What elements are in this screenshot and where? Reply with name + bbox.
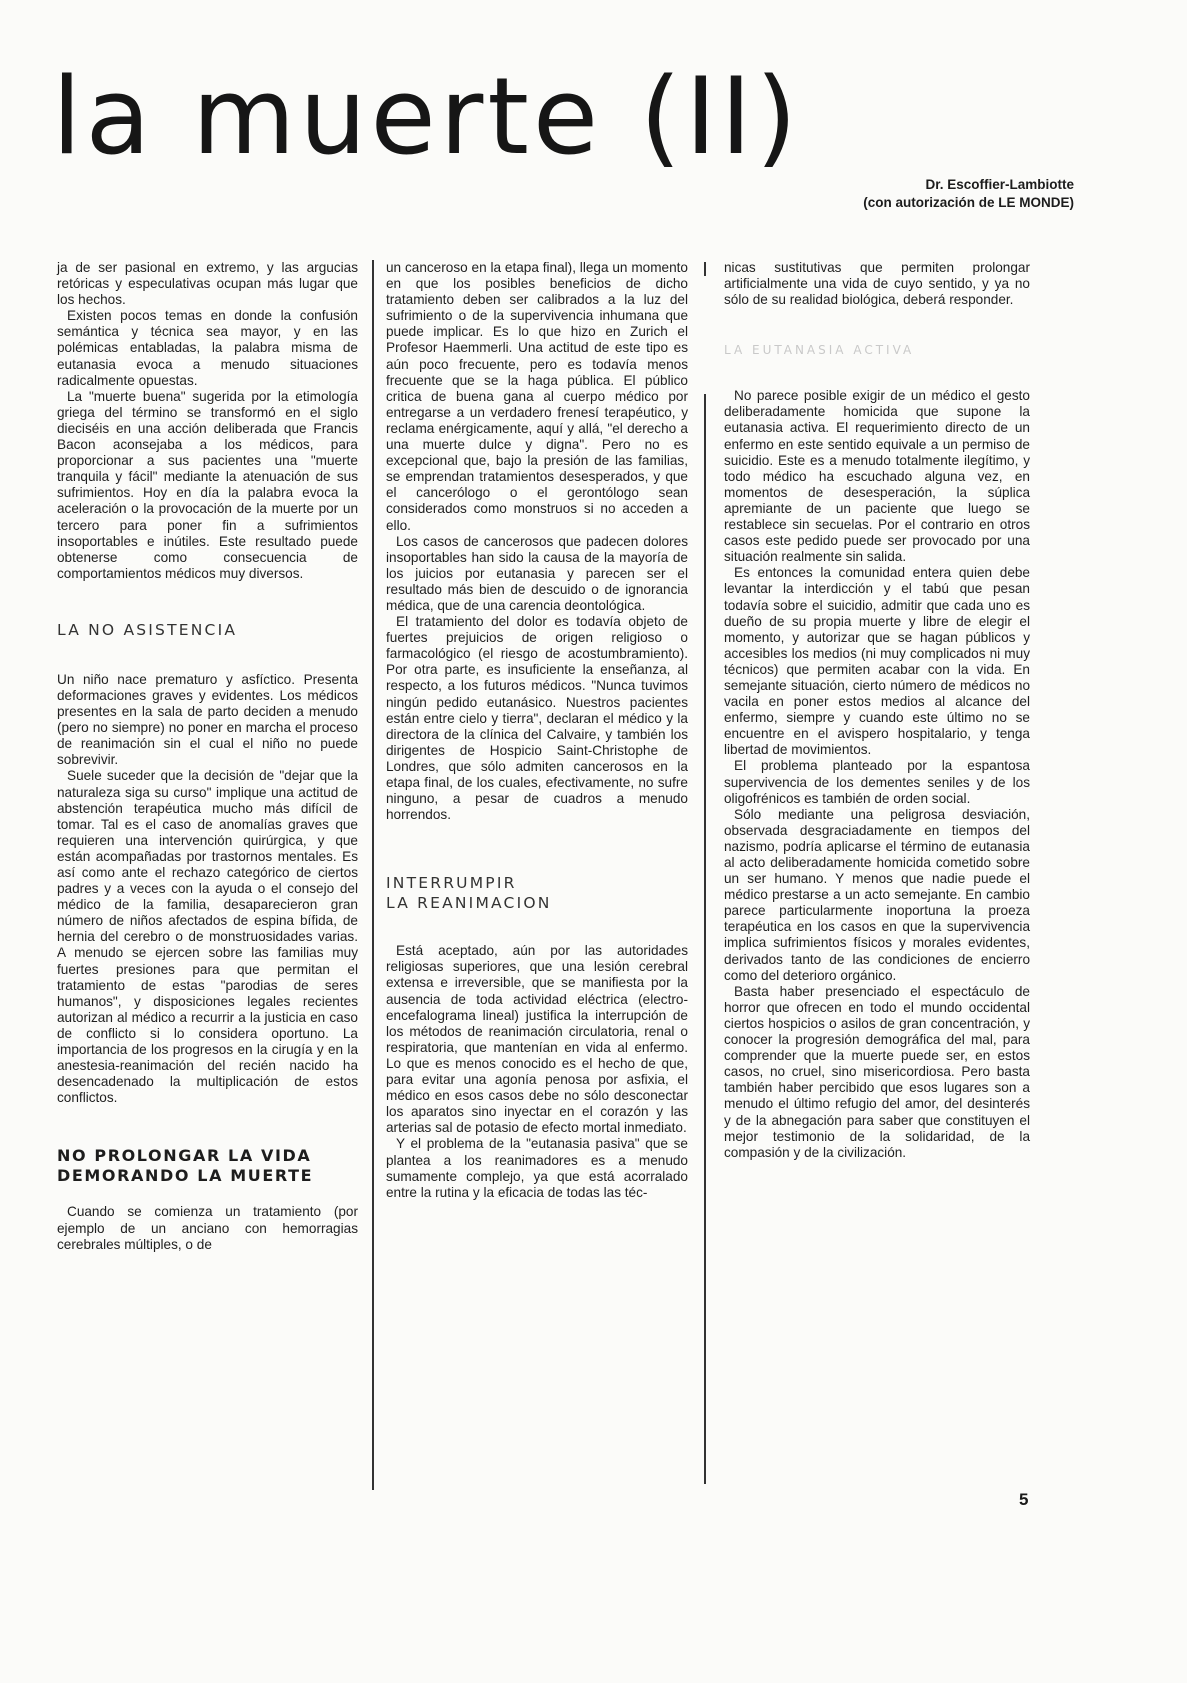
paragraph: nicas sustitutivas que permiten prolongar artificialmente una vida de cuyo sentido, y ya no sólo de su realidad biológica, deberá responder. <box>724 260 1030 308</box>
heading-line: LA REANIMACION <box>386 894 552 913</box>
section-heading: LA NO ASISTENCIA <box>57 620 238 639</box>
section-heading <box>386 873 688 913</box>
section-heading <box>57 1146 358 1186</box>
paragraph: ja de ser pasional en extremo, y las argucias retóricas y especulativas ocupan más lugar que los hechos. <box>57 260 358 308</box>
heading-line: DEMORANDO LA MUERTE <box>57 1166 314 1186</box>
heading-line: NO PROLONGAR LA VIDA <box>57 1146 312 1166</box>
column-rule <box>372 260 374 1490</box>
article-title: la muerte (II) <box>52 55 802 178</box>
paragraph: Suele suceder que la decisión de "dejar que la naturaleza siga su curso" implique una actitud de abstención terapéutica mucho más difícil de tomar. Tal es el caso de anomalías graves que requieren una intervención quirúrgica, y que están acompañadas por trastornos mentales. Es así como ante el rechazo categórico de ciertos padres y a veces con la ayuda o el consejo del médico de la familia, desaparecieron gran número de niños afectados de espina bífida, de hernia del cerebro o de monstruosidades varias. A menudo se ejercen sobre las familias muy fuertes presiones para que permitan el tratamiento de estas "parodias de seres humanos", y disposiciones legales recientes autorizan al médico a recurrir a la justicia en caso de conflicto si lo considera oportuno. La importancia de los progresos en la cirugía y en la anestesia-reanimación del recién nacido ha desencadenado la multiplicación de estos conflictos. <box>57 768 358 1106</box>
column-rule-mark <box>704 262 706 276</box>
paragraph: un canceroso en la etapa final), llega un momento en que los posibles beneficios de dicho tratamiento deben ser calibrados a la luz del sufrimiento o de la supervivencia inhumana que puede implicar. Es lo que hizo en Zurich el Profesor Haemmerli. Una actitud de este tipo es aún poco frecuente, pero es todavía menos frecuente que se la haga pública. El público critica de buena gana al cuerpo médico por entregarse a un verdadero frenesí terapéutico, y reclama enérgicamente, aquí y allá, "el derecho a una muerte dulce y digna". Pero no es excepcional que, bajo la presión de las familias, se emprendan tratamientos desesperados, y que el cancerólogo o el gerontólogo sean considerados como monstruos si no acceden a ello. <box>386 260 688 533</box>
paragraph: La "muerte buena" sugerida por la etimología griega del término se transformó en el siglo dieciséis en una acción deliberada que Francis Bacon aconsejaba a los médicos, para proporcionar a sus pacientes una "muerte tranquila y fácil" mediante la atenuación de sus sufrimientos. Hoy en día la palabra evoca la aceleración o la provocación de la muerte por un tercero para poner fin a sufrimientos insoportables e inútiles. Este resultado puede obtenerse como consecuencia de comportamientos médicos muy diversos. <box>57 388 358 581</box>
column-3 <box>724 260 1030 1161</box>
author-name: Dr. Escoffier-Lambiotte <box>925 177 1074 192</box>
page-number: 5 <box>1019 1490 1029 1509</box>
paragraph: Y el problema de la "eutanasia pasiva" que se plantea a los reanimadores es a menudo sumamente complejo, ya que está acorralado entre la rutina y la eficacia de todas las téc- <box>386 1136 688 1200</box>
paragraph: Es entonces la comunidad entera quien debe levantar la interdicción y el tabú que pesan todavía sobre el suicidio, admitir que cada uno es dueño de su propia muerte y libre de elegir el momento, y autorizar que se hagan públicos y accesibles los medios (ni muy complicados ni muy técnicos) que permiten acabar con la vida. En semejante situación, cierto número de médicos no vacila en poner estos medios al alcance del enfermo, siempre y cuando este último no se encuentre en el avispero hospitalario, y tenga libertad de movimientos. <box>724 565 1030 758</box>
paragraph: El problema planteado por la espantosa supervivencia de los dementes seniles y de los oligofrénicos es también de orden social. <box>724 758 1030 806</box>
paragraph: Cuando se comienza un tratamiento (por ejemplo de un anciano con hemorragias cerebrales múltiples, o de <box>57 1204 358 1252</box>
heading-line: INTERRUMPIR <box>386 874 517 893</box>
column-2 <box>386 260 688 1201</box>
section-heading: LA EUTANASIA ACTIVA <box>724 343 915 358</box>
paragraph: Un niño nace prematuro y asfíctico. Presenta deformaciones graves y evidentes. Los médicos presentes en la sala de parto deciden a menudo (pero no siempre) no poner en marcha el proceso de reanimación sin el cual el niño no puede sobrevivir. <box>57 671 358 768</box>
byline <box>863 176 1074 212</box>
author-credit: (con autorización de LE MONDE) <box>863 195 1074 210</box>
paragraph: Existen pocos temas en donde la confusión semántica y técnica sea mayor, y en las polémicas entabladas, la palabra misma de eutanasia evoca a menudo situaciones radicalmente opuestas. <box>57 308 358 388</box>
paragraph: El tratamiento del dolor es todavía objeto de fuertes prejuicios de origen religioso o farmacológico (el riesgo de acostumbramiento). Por otra parte, es insuficiente la enseñanza, al respecto, a los futuros médicos. "Nunca tuvimos ningún pedido eutanásico. Nuestros pacientes están entre cielo y tierra", declaran el médico y la directora de la clínica del Calvaire, y también los dirigentes de Hospicio Saint-Christophe de Londres, que sólo admiten cancerosos en la etapa final, de los cuales, efectivamente, no sufre ninguno, a pesar de cuadros a menudo horrendos. <box>386 614 688 823</box>
column-rule <box>704 394 706 1484</box>
paragraph: Basta haber presenciado el espectáculo de horror que ofrecen en todo el mundo occidental ciertos hospicios o asilos de gran concentración, y conocer la progresión demográfica del mal, para comprender que la muerte puede ser, en estos casos, no cruel, sino misericordiosa. Pero basta también haber percibido que esos lugares son a menudo el último refugio del amor, del desinterés y de la abnegación para saber que constituyen el mejor testimonio de la solidaridad, de la compasión y de la civilización. <box>724 983 1030 1160</box>
paragraph: Está aceptado, aún por las autoridades religiosas superiores, que una lesión cerebral extensa e irreversible, que se manifiesta por la ausencia de toda actividad eléctrica (electro-encefalograma lineal) justifica la interrupción de los métodos de reanimación circulatoria, renal o respiratoria, que mantenían en vida al enfermo. Lo que es menos conocido es el hecho de que, para evitar una agonía penosa por asfixia, el médico en esos casos debe no sólo desconectar los aparatos sino inyectar en el corazón y las arterias sal de potasio de efecto mortal inmediato. <box>386 943 688 1136</box>
paragraph: Sólo mediante una peligrosa desviación, observada desgraciadamente en tiempos del nazismo, podría aplicarse el término de eutanasia al acto deliberadamente homicida cometido sobre un ser humano. Y menos que nadie puede el médico prestarse a un acto semejante. En cambio parece particularmente inoportuna la proeza terapéutica en los casos en que la supervivencia implica sufrimientos físicos y morales evidentes, derivados tanto de las condiciones de encierro como del deterioro orgánico. <box>724 806 1030 983</box>
paragraph: No parece posible exigir de un médico el gesto deliberadamente homicida que supone la eutanasia activa. El requerimiento directo de un enfermo en este sentido equivale a un permiso de suicidio. Este es a menudo totalmente ilegítimo, y todo médico ha escuchado alguna vez, en momentos de desesperación, la súplica apremiante de un paciente que luego se restablece sin secuelas. Por el contrario en otros casos este pedido puede ser provocado por una situación realmente sin salida. <box>724 388 1030 565</box>
paragraph: Los casos de cancerosos que padecen dolores insoportables han sido la causa de la mayoría de los juicios por eutanasia y parecen ser el resultado más bien de descuido o de ignorancia médica, que de una carencia deontológica. <box>386 533 688 613</box>
column-1 <box>57 260 358 1253</box>
